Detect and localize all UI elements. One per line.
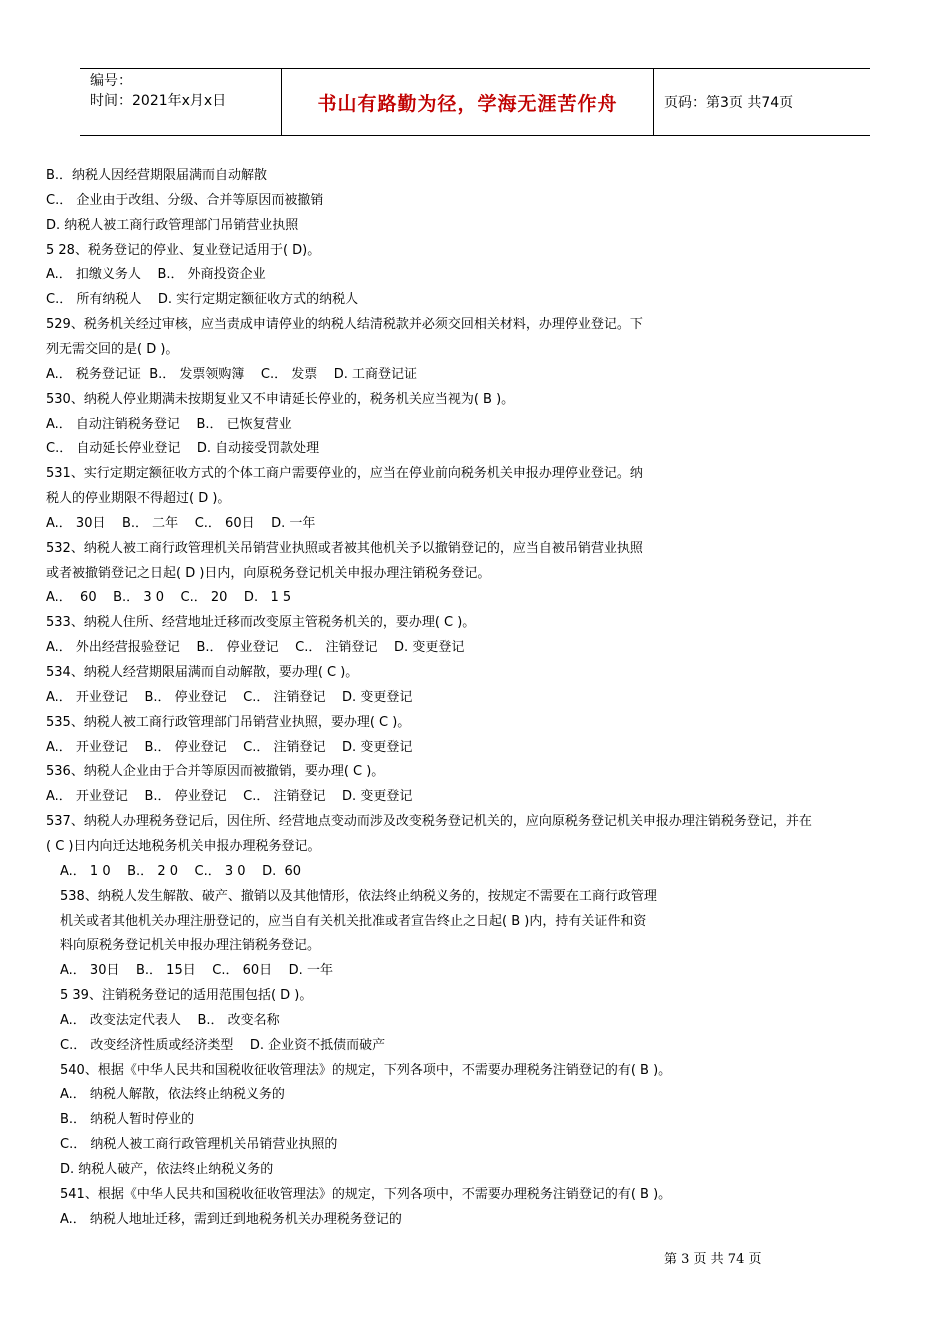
text-line: 料向原税务登记机关申报办理注销税务登记。 [60,938,321,954]
text-line: B.．纳税人因经营期限届满而自动解散 [46,168,268,183]
text-line: A.． 扣缴义务人 B.． 外商投资企业 [46,267,266,283]
page-label: 页码：第3页 共74页 [664,95,794,111]
text-line: 530、纳税人停业期满未按期复业又不申请延长停业的，税务机关应当视为( B )。 [46,391,515,407]
text-line: A.． 1 0 B.． 2 0 C.． 3 0 D. 60 [60,863,302,879]
text-line: 535、纳税人被工商行政管理部门吊销营业执照，要办理( C )。 [46,714,411,730]
text-line: 税人的停业期限不得超过( D )。 [46,491,231,507]
text-line: 列无需交回的是( D )。 [46,341,179,357]
text-line: A.． 改变法定代表人 B.． 改变名称 [60,1012,280,1028]
text-line: 534、纳税人经营期限届满而自动解散，要办理( C )。 [46,665,359,680]
time-label: 时间：2021年x月x日 [90,93,227,109]
text-line: A.． 纳税人地址迁移，需到迁到地税务机关办理税务登记的 [60,1211,402,1227]
text-line: ( C )日内向迁达地税务机关申报办理税务登记。 [46,838,321,854]
text-line: A.． 30日 B.． 15日 C.． 60日 D. 一年 [60,963,333,979]
text-line: 537、纳税人办理税务登记后，因住所、经营地点变动而涉及改变税务登记机关的，应向原税务登记机关申报办理注销税务登记，并在 [46,814,812,830]
text-line: 541、根据《中华人民共和国税收征收管理法》的规定，下列各项中，不需要办理税务注销登记的有( B )。 [60,1186,672,1202]
text-line: 532、纳税人被工商行政管理机关吊销营业执照或者被其他机关予以撤销登记的，应当自被吊销营业执照 [46,540,643,556]
text-line: 538、纳税人发生解散、破产、撤销以及其他情形，依法终止纳税义务的，按规定不需要在工商行政管理 [60,888,657,904]
text-line: A.． 开业登记 B.． 停业登记 C.． 注销登记 D. 变更登记 [46,689,413,705]
text-line: C.． 所有纳税人 D. 实行定期定额征收方式的纳税人 [46,292,359,308]
text-line: A.． 税务登记证 B.． 发票领购簿 C.． 发票 D. 工商登记证 [46,366,418,382]
motto: 书山有路勤为径，学海无涯苦作舟 [317,92,618,115]
text-line: 540、根据《中华人民共和国税收征收管理法》的规定，下列各项中，不需要办理税务注销登记的有( B )。 [60,1062,672,1078]
text-line: C.． 自动延长停业登记 D. 自动接受罚款处理 [46,441,320,457]
text-line: A.． 开业登记 B.． 停业登记 C.． 注销登记 D. 变更登记 [46,789,413,805]
text-line: A.． 30日 B.． 二年 C.． 60日 D. 一年 [46,515,316,531]
text-line: 5 28、税务登记的停业、复业登记适用于( D)。 [46,242,321,258]
text-line: 536、纳税人企业由于合并等原因而被撤销，要办理( C )。 [46,764,385,780]
text-line: C.． 企业由于改组、分级、合并等原因而被撤销 [46,192,324,208]
text-line: 机关或者其他机关办理注册登记的，应当自有关机关批准或者宣告终止之日起( B )内，持有关证件和资 [60,913,647,929]
text-line: A.． 纳税人解散，依法终止纳税义务的 [60,1087,285,1103]
text-line: A.． 开业登记 B.． 停业登记 C.． 注销登记 D. 变更登记 [46,739,413,755]
text-line: B.． 纳税人暂时停业的 [60,1112,195,1128]
text-line: 533、纳税人住所、经营地址迁移而改变原主管税务机关的，要办理( C )。 [46,615,476,631]
text-line: 5 39、注销税务登记的适用范围包括( D )。 [60,988,313,1004]
text-line: D. 纳税人被工商行政管理部门吊销营业执照 [46,217,299,233]
header-meta [80,69,282,135]
text-line: 531、实行定期定额征收方式的个体工商户需要停业的，应当在停业前向税务机关申报办理停业登记。纳 [46,466,643,482]
header-motto-cell [282,69,654,135]
document-header [80,68,870,136]
text-line: D. 纳税人破产，依法终止纳税义务的 [60,1162,274,1177]
text-line: C.． 改变经济性质或经济类型 D. 企业资不抵债而破产 [60,1037,386,1053]
text-line: 529、税务机关经过审核，应当责成申请停业的纳税人结清税款并必须交回相关材料，办理停业登记。下 [46,317,643,333]
number-label: 编号： [90,73,132,89]
text-line: A.． 自动注销税务登记 B.． 已恢复营业 [46,416,292,432]
text-line: A.． 60 B.． 3 0 C.． 20 D. 1 5 [46,590,292,606]
text-line: C.． 纳税人被工商行政管理机关吊销营业执照的 [60,1137,338,1153]
header-page-cell [654,69,870,135]
page-footer: 第 3 页 共 74 页 [664,1252,762,1267]
text-line: 或者被撤销登记之日起( D )日内，向原税务登记机关申报办理注销税务登记。 [46,565,491,581]
text-line: A.． 外出经营报验登记 B.． 停业登记 C.． 注销登记 D. 变更登记 [46,640,465,656]
